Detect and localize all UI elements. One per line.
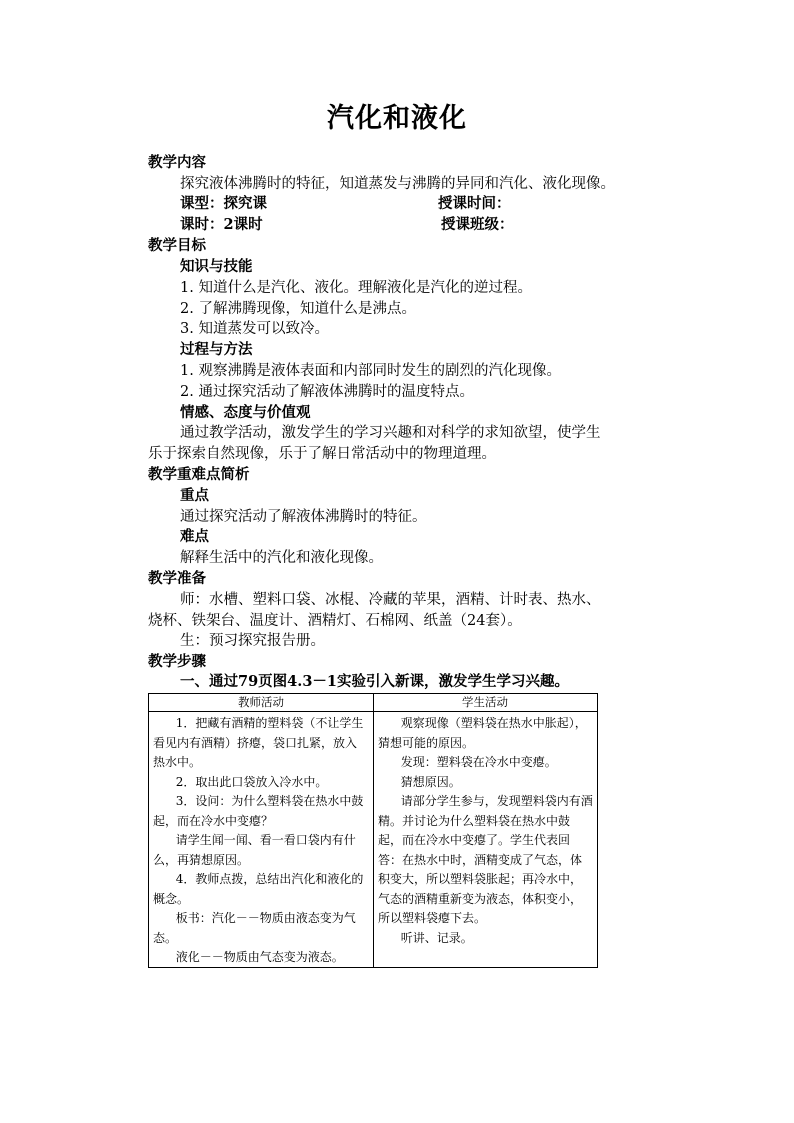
process-heading: 过程与方法 [180,341,253,358]
teach-time: 授课时间： [438,195,511,212]
keypoints-heading: 教学重难点简析 [148,466,250,483]
content-heading: 教学内容 [148,154,206,171]
steps-heading: 教学步骤 [148,653,206,670]
step1-heading: 一、通过79页图4.3－1实验引入新课，激发学生学习兴趣。 [180,673,569,690]
teacher-activity-para: 1．把藏有酒精的塑料袋（不让学生看见内有酒精）挤瘪，袋口扎紧，放入热水中。 [153,716,364,769]
goals-heading: 教学目标 [148,237,206,254]
teacher-activity-header: 教师活动 [149,694,373,712]
teach-class: 授课班级： [441,216,514,233]
prep-teacher-cont: 烧杯、铁架台、温度计、酒精灯、石棉网、纸盖（24套）。 [148,613,522,629]
emotion-text: 通过教学活动，激发学生的学习兴趣和对科学的求知欲望，使学生 [180,425,601,441]
teacher-activity-cell [149,712,373,968]
process-item: 2. 通过探究活动了解液体沸腾时的温度特点。 [180,384,474,400]
prep-teacher: 师：水槽、塑料口袋、冰棍、冷藏的苹果，酒精、计时表、热水、 [180,592,601,608]
emotion-text-cont: 乐于探索自然现像，乐于了解日常活动中的物理道理。 [148,446,496,462]
content-text: 探究液体沸腾时的特征，知道蒸发与沸腾的异同和汽化、液化现像。 [180,176,615,192]
prep-student: 生：预习探究报告册。 [180,633,325,649]
teacher-activity-para: 板书：汽化－－物质由液态变为气态。 [153,911,356,945]
process-item: 1. 观察沸腾是液体表面和内部同时发生的剧烈的汽化现像。 [180,363,561,379]
teacher-activity-para: 4．教师点拨，总结出汽化和液化的概念。 [153,872,364,906]
difficulty-heading: 难点 [180,528,209,545]
teacher-activity-para: 2．取出此口袋放入冷水中。 [175,774,328,789]
page-title: 汽化和液化 [327,103,467,134]
difficulty-text: 解释生活中的汽化和液化现像。 [180,550,383,566]
student-activity-para: 请部分学生参与，发现塑料袋内有酒精。并讨论为什么塑料袋在热水中鼓起，而在冷水中变瘪了。学生代表回答：在热水中时，酒精变成了气态，体积变大，所以塑料袋胀起；再冷水中，气态的酒精重新变为液态，体积变小，所以塑料袋瘪下去。 [378,794,593,925]
key-heading: 重点 [180,487,209,504]
emotion-heading: 情感、态度与价值观 [180,404,311,421]
class-hours: 课时：2课时 [180,216,263,233]
student-activity-header: 学生活动 [373,694,597,712]
prep-heading: 教学准备 [148,570,206,587]
student-activity-para: 发现：塑料袋在冷水中变瘪。 [400,755,557,769]
teacher-activity-para: 液化－－物质由气态变为液态。 [175,950,344,964]
student-activity-para: 猜想原因。 [400,774,461,789]
key-text: 通过探究活动了解液体沸腾时的特征。 [180,509,427,525]
teacher-activity-para: 3．设问：为什么塑料袋在热水中鼓起，而在冷水中变瘪？ [153,794,364,828]
student-activity-para: 观察现像（塑料袋在热水中胀起），猜想可能的原因。 [378,716,587,750]
knowledge-heading: 知识与技能 [180,258,253,275]
knowledge-item: 2. 了解沸腾现像，知道什么是沸点。 [180,301,416,317]
activity-table [148,693,598,968]
course-type: 课型：探究课 [180,195,267,212]
student-activity-cell [374,712,597,948]
knowledge-item: 3. 知道蒸发可以致冷。 [180,321,329,337]
student-activity-para: 听讲、记录。 [400,930,473,945]
knowledge-item: 1. 知道什么是汽化、液化。理解液化是汽化的逆过程。 [180,280,532,296]
teacher-activity-para: 请学生闻一闻、看一看口袋内有什么，再猜想原因。 [153,833,356,867]
